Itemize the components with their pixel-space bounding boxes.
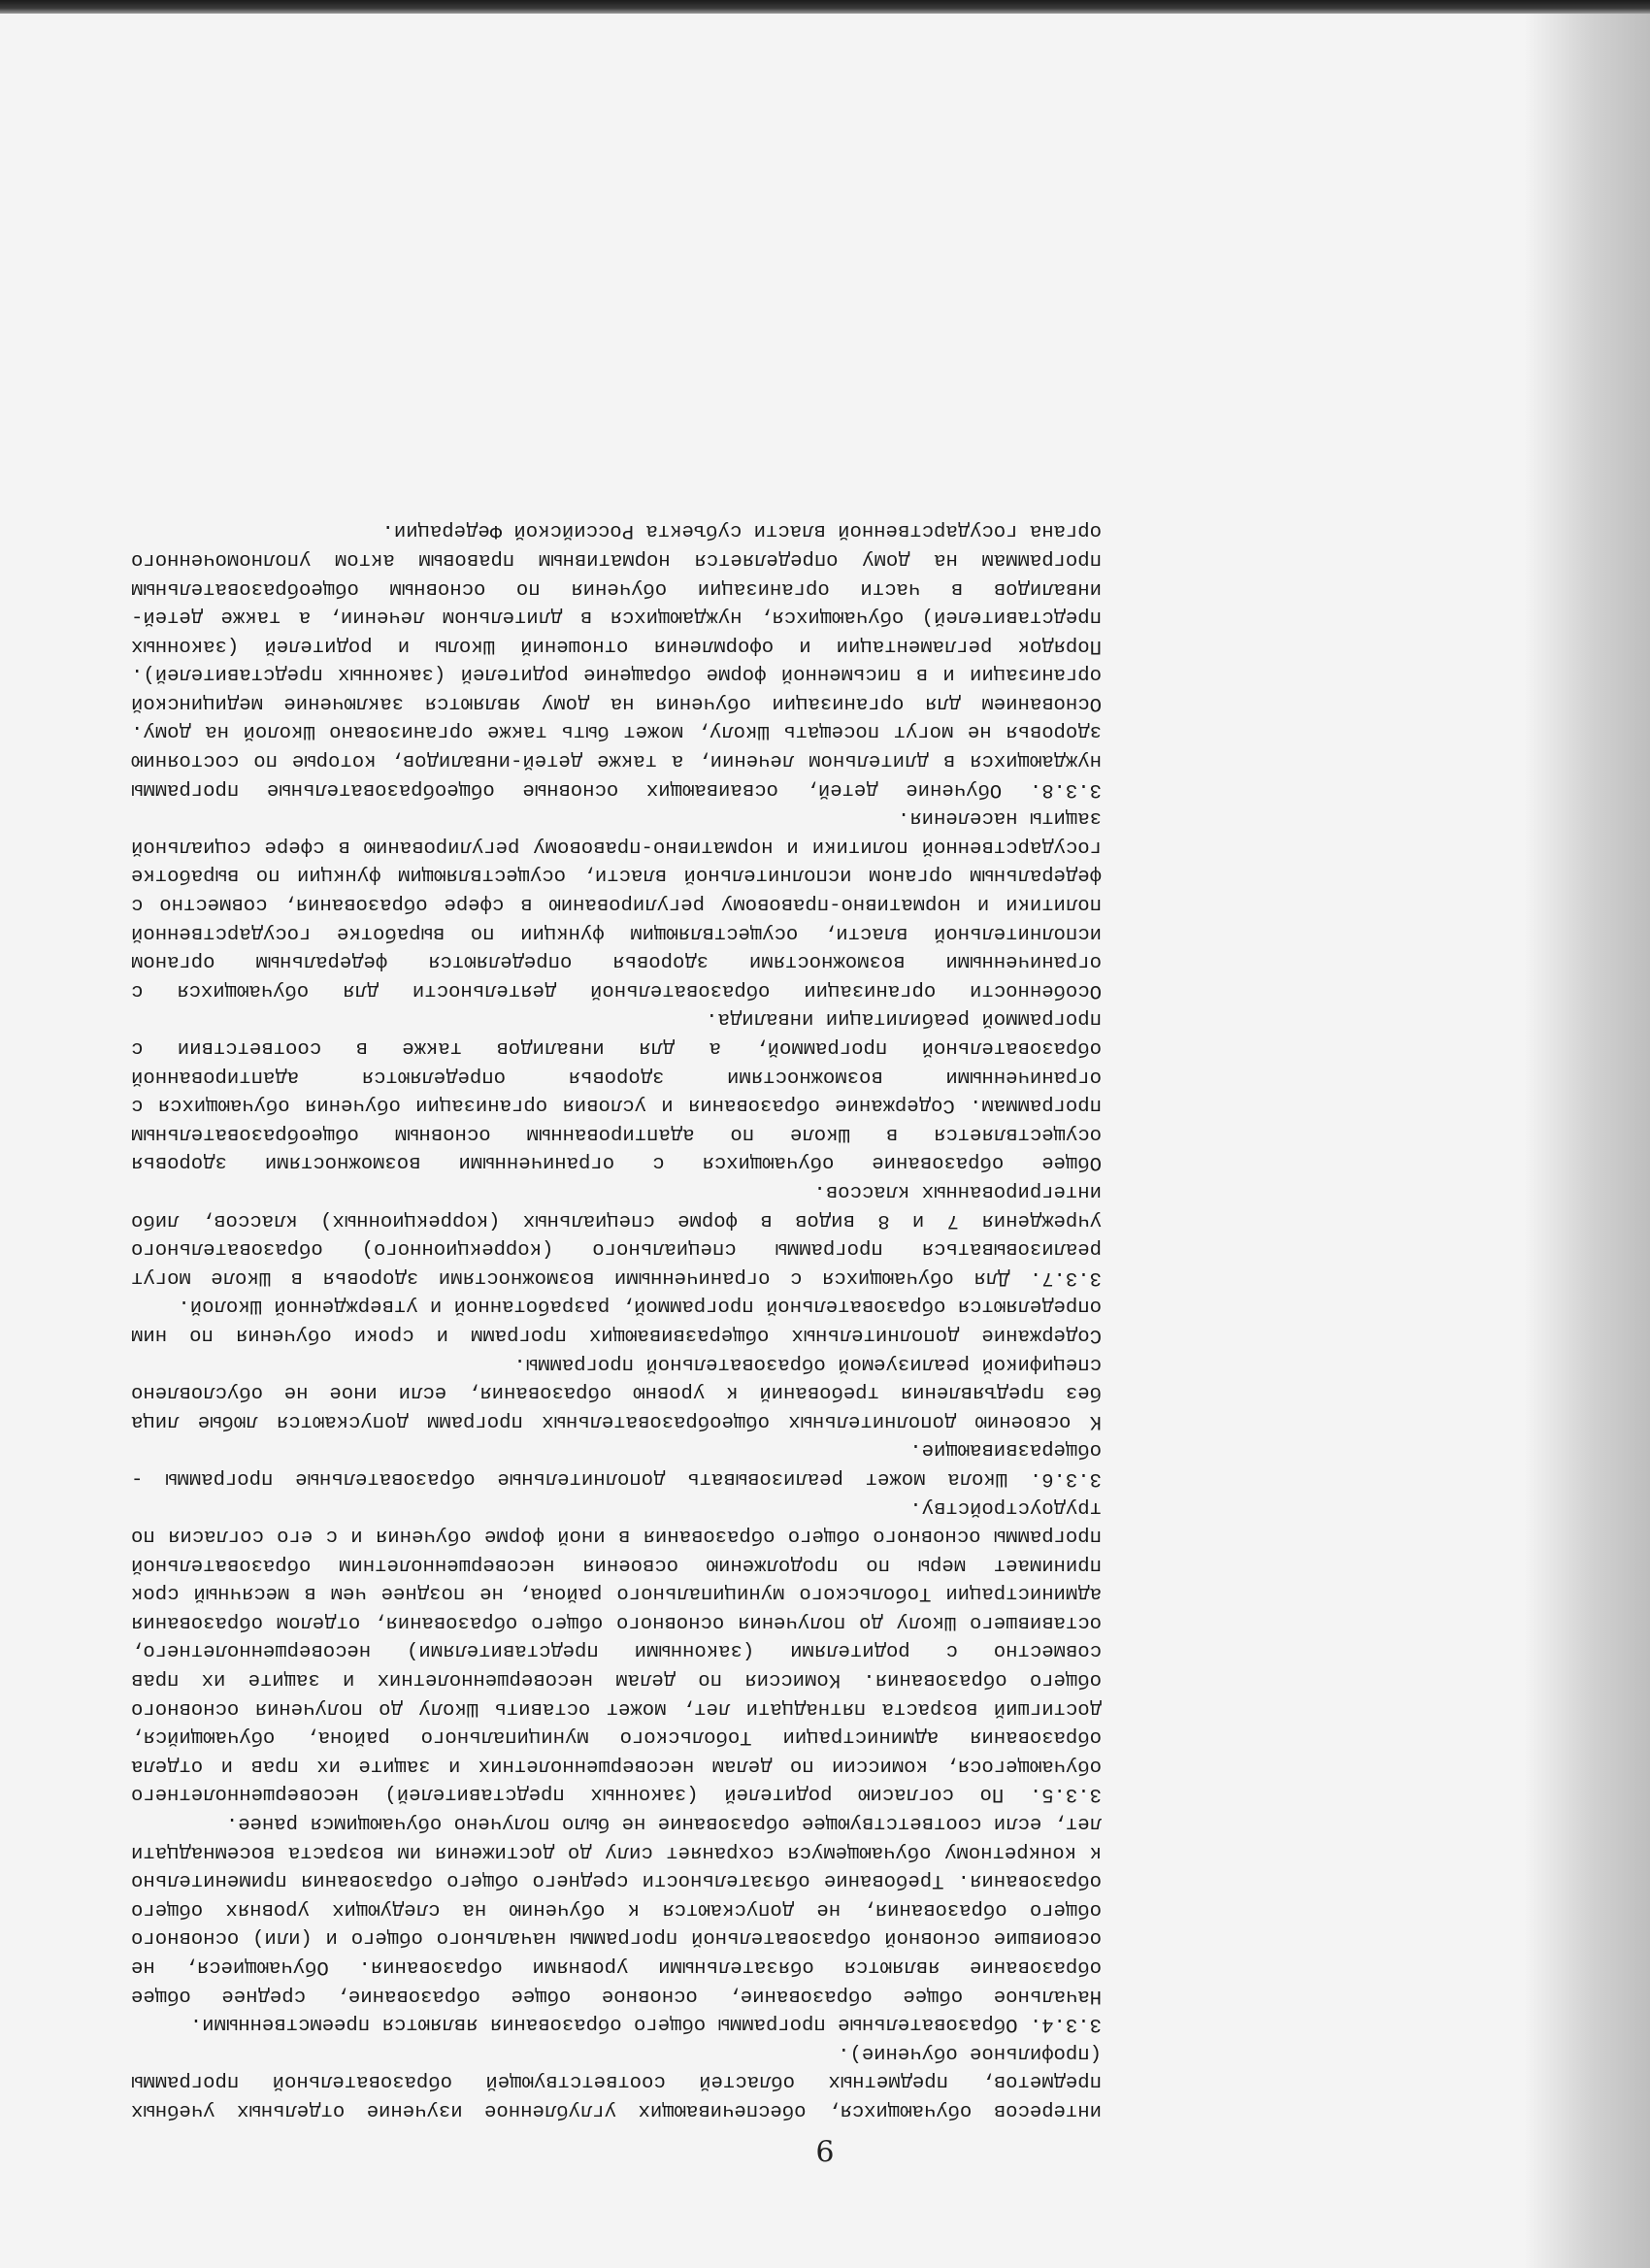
text-line: (профильное обучение). [838,2041,1102,2064]
text-line: трудоустройству. [909,1496,1102,1519]
text-line: 3.3.5. По согласию родителей (законных представителей) несовершеннолетнего [131,1783,1102,1806]
text-line: спецификой реализуемой образовательной программы. [513,1352,1102,1375]
text-line: Особенности организации образовательной деятельности для обучающихся с [131,978,1102,1002]
text-line: органа государственной власти субъекта Российской Федерации. [381,519,1102,542]
text-line: без предъявления требований к уровню образования, если иное не обусловлено [131,1381,1102,1404]
text-line: образования администрации Тобольского муниципального района, обучающийся, [131,1726,1102,1749]
text-line: совместно с родителями (законными представителями) несовершеннолетнего, [131,1639,1102,1662]
text-line: 3.3.7. Для обучающихся с ограниченными возможностями здоровья в Школе могут [131,1265,1102,1289]
text-line: оставившего Школу до получения основного общего образования, отделом образования [131,1610,1102,1633]
text-line: осуществляется в Школе по адаптированным основным общеобразовательным [131,1122,1102,1145]
text-line: федеральным органом исполнительной власти, осуществляющим функции по выработке [131,864,1102,887]
text-line: общего образования, не допускаются к обучению на следующих уровнях общего [131,1897,1102,1921]
scanner-edge [0,0,1650,14]
text-line: администрации Тобольского муниципального района, не позднее чем в месячный срок [131,1582,1102,1605]
text-line: к конкретному обучающемуся сохраняет силу до достижения им возраста восемнадцати [131,1840,1102,1863]
text-line: достигший возраста пятнадцати лет, может оставить Школу до получения основного [131,1696,1102,1720]
text-line: образовательной программой, а для инвалидов также в соответствии с [131,1036,1102,1060]
text-line: освоившие основной образовательной программы начального общего и (или) основного [131,1926,1102,1950]
text-line: реализовываться программы специального (коррекционного) образовательного [131,1237,1102,1261]
text-line: ограниченными возможностями здоровья определяются адаптированной [131,1065,1102,1088]
text-line: ограниченными возможностями здоровья определяются федеральным органом [131,950,1102,973]
text-line: лет, если соответствующее образование не было получено обучающимся ранее. [225,1812,1102,1835]
text-line: принимает меры по продолжению освоения несовершеннолетним образовательной [131,1553,1102,1576]
text-line: программам. Содержание образования и условия организации обучения обучающихся с [131,1094,1102,1117]
text-line: Порядок регламентации и оформления отношений Школы и родителей (законных [131,634,1102,657]
text-line: программой реабилитации инвалида. [706,1007,1102,1031]
text-line: нуждающихся в длительном лечении, а также детей-инвалидов, которые по состоянию [131,749,1102,772]
text-line: государственной политики и нормативно-правовому регулированию в сфере социальной [131,835,1102,858]
text-line: 3.3.8. Обучение детей, осваивающих основные общеобразовательные программы [131,777,1102,801]
page-number: 9 [815,2132,835,2166]
text-line: обучающегося, комиссии по делам несовершеннолетних и защите их прав и отдела [131,1754,1102,1777]
text-line: Основанием для организации обучения на дому являются заключение медицинской [131,691,1102,714]
text-line: общего образования. Комиссия по делам несовершеннолетних и защите их прав [131,1668,1102,1692]
page-edge-shadow [1524,0,1650,2268]
text-line: К освоению дополнительных общеобразовательных программ допускаются любые лица [131,1409,1102,1432]
text-line: инвалидов в части организации обучения по основным общеобразовательным [131,576,1102,600]
text-line: учреждения 7 и 8 видов в форме специальных (коррекционных) классов, либо [131,1208,1102,1232]
text-line: здоровья не могут посещать Школу, может быть также организовано Школой на дому. [131,720,1102,743]
text-line: 3.3.4. Образовательные программы общего образования являются преемственными. [189,2013,1102,2036]
text-line: интегрированных классов. [813,1180,1102,1202]
text-line: образование являются обязательными уровнями образования. Обучающиеся, не [131,1956,1102,1979]
text-line: общеразвивающие. [909,1438,1102,1462]
text-line: интересов обучающихся, обеспечивающих углубленное изучение отдельных учебных [131,2099,1102,2121]
text-line: представителей) обучающихся, нуждающихся в длительном лечении, а также детей- [131,606,1102,629]
text-line: предметов, предметных областей соответствующей образовательной программы [131,2070,1102,2093]
text-line: программы основного общего образования в иной форме обучения и с его согласия по [131,1525,1102,1548]
text-line: исполнительной власти, осуществляющим функции по выработке государственной [131,921,1102,944]
text-line: Начальное общее образование, основное общее образование, среднее общее [131,1984,1102,2007]
text-line: защиты населения. [897,806,1102,830]
text-line: определяются образовательной программой, разработанной и утвержденной Школой. [178,1295,1102,1318]
document-text [131,48,1102,2124]
text-line: организации и в письменной форме обращение родителей (законных представителей). [131,663,1102,686]
text-line: Содержание дополнительных общеразвивающих программ и сроки обучения по ним [131,1323,1102,1346]
text-line: политики и нормативно-правовому регулированию в сфере образования, совместно с [131,893,1102,916]
text-line: программам на дому определяется нормативным правовым актом уполномоченного [131,547,1102,571]
text-line: Общее образование обучающихся с ограниченными возможностями здоровья [131,1151,1102,1174]
text-line: 3.3.6. Школа может реализовывать дополнительные образовательные программы - [131,1466,1102,1490]
text-line: образования. Требование обязательности среднего общего образования применительно [131,1869,1102,1892]
